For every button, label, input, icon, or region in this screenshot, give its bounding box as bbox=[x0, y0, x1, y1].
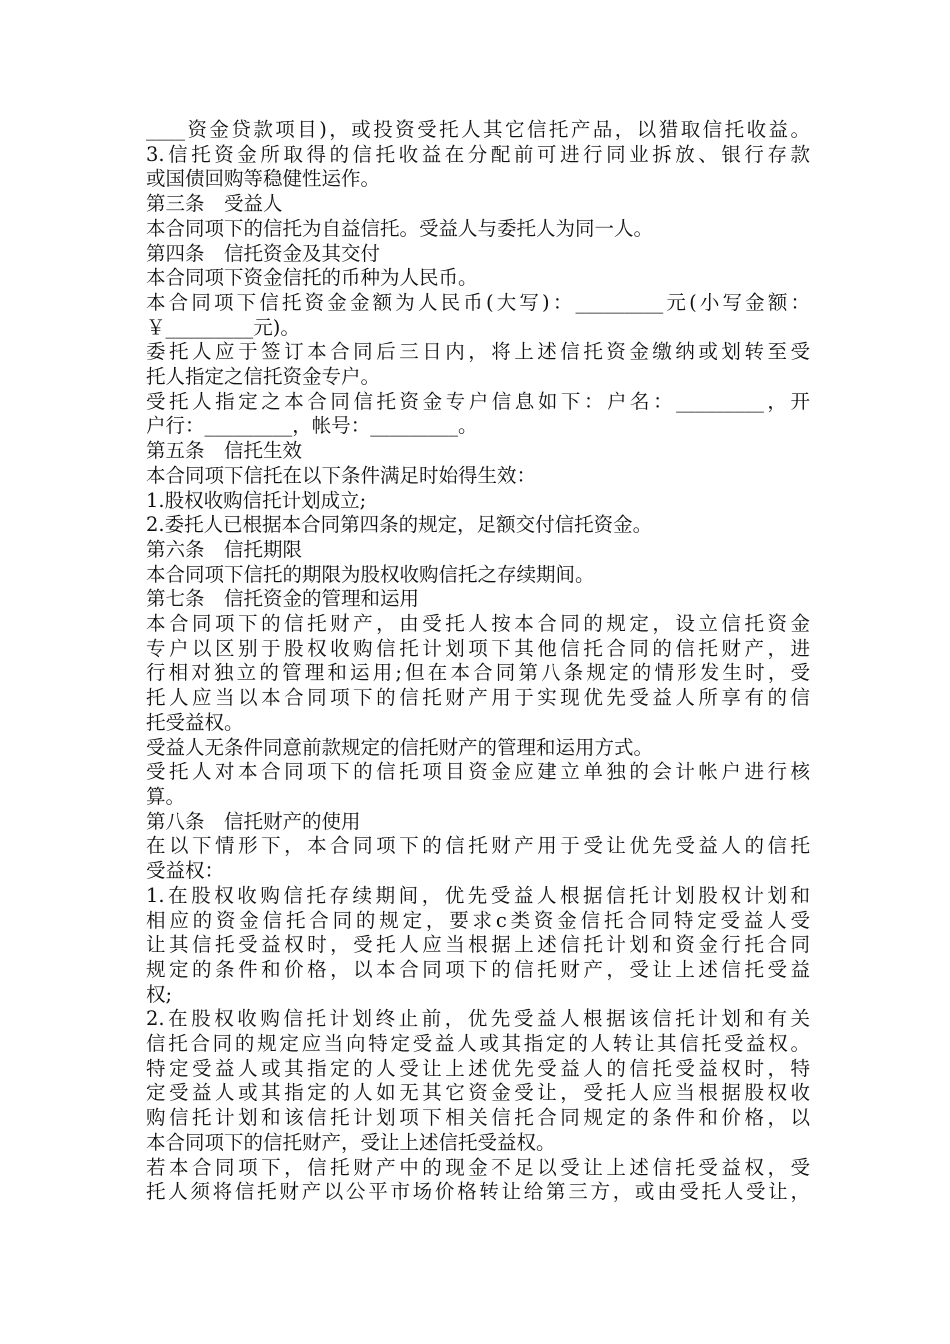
text-line: 本合同项下的信托财产，由受托人按本合同的规定，设立信托资金 bbox=[146, 612, 810, 636]
section-heading: 第四条 信托资金及其交付 bbox=[146, 241, 381, 265]
text-line: ____资金贷款项目)，或投资受托人其它信托产品，以猎取信托收益。 bbox=[146, 118, 810, 141]
text-line: 本合同项下信托在以下条件满足时始得生效： bbox=[146, 463, 537, 487]
text-line: 委托人应于签订本合同后三日内，将上述信托资金缴纳或划转至受 bbox=[146, 340, 810, 364]
section-heading: 第八条 信托财产的使用 bbox=[146, 809, 361, 833]
text-line: 在以下情形下，本合同项下的信托财产用于受让优先受益人的信托 bbox=[146, 834, 810, 858]
text-line: 专户以区别于股权收购信托计划项下其他信托合同的信托财产，进 bbox=[146, 636, 810, 660]
text-line: 本合同项下信托的期限为股权收购信托之存续期间。 bbox=[146, 562, 595, 586]
text-line: 若本合同项下，信托财产中的现金不足以受让上述信托受益权，受 bbox=[146, 1155, 810, 1179]
text-line: 行相对独立的管理和运用;但在本合同第八条规定的情形发生时，受 bbox=[146, 661, 810, 685]
text-line: 3.信托资金所取得的信托收益在分配前可进行同业拆放、银行存款 bbox=[146, 142, 810, 166]
text-line: ￥_________元)。 bbox=[146, 315, 300, 339]
text-line: 本合同项下的信托财产，受让上述信托受益权。 bbox=[146, 1130, 556, 1154]
text-line: 相应的资金信托合同的规定，要求c类资金信托合同特定受益人受 bbox=[146, 908, 810, 932]
text-line: 1.在股权收购信托存续期间，优先受益人根据信托计划股权计划和 bbox=[146, 883, 810, 907]
text-line: 权; bbox=[146, 982, 173, 1006]
text-line: 或国债回购等稳健性运作。 bbox=[146, 167, 381, 191]
text-line: 本合同项下的信托为自益信托。受益人与委托人为同一人。 bbox=[146, 216, 654, 240]
text-line: 托人须将信托财产以公平市场价格转让给第三方，或由受托人受让， bbox=[146, 1180, 810, 1204]
text-line: 定受益人或其指定的人如无其它资金受让，受托人应当根据股权收 bbox=[146, 1081, 810, 1105]
text-line: 信托合同的规定应当向特定受益人或其指定的人转让其信托受益权。 bbox=[146, 1032, 810, 1056]
text-line: 1.股权收购信托计划成立; bbox=[146, 488, 367, 512]
text-line: 受托人对本合同项下的信托项目资金应建立单独的会计帐户进行核 bbox=[146, 760, 810, 784]
text-line: 户行：_________，帐号：_________。 bbox=[146, 414, 478, 438]
text-line: 本合同项下资金信托的币种为人民币。 bbox=[146, 266, 478, 290]
text-line: 让其信托受益权时，受托人应当根据上述信托计划和资金行托合同 bbox=[146, 933, 810, 957]
text-line: 算。 bbox=[146, 784, 186, 808]
text-line: 特定受益人或其指定的人受让上述优先受益人的信托受益权时，特 bbox=[146, 1056, 810, 1080]
section-heading: 第六条 信托期限 bbox=[146, 537, 303, 561]
text-line: 托人应当以本合同项下的信托财产用于实现优先受益人所享有的信 bbox=[146, 686, 810, 710]
text-line: 规定的条件和价格，以本合同项下的信托财产，受让上述信托受益 bbox=[146, 957, 810, 981]
text-line: 购信托计划和该信托计划项下相关信托合同规定的条件和价格，以 bbox=[146, 1106, 810, 1130]
section-heading: 第七条 信托资金的管理和运用 bbox=[146, 587, 420, 611]
text-line: 本合同项下信托资金金额为人民币(大写)：_________元(小写金额： bbox=[146, 290, 810, 314]
text-line: 受益人无条件同意前款规定的信托财产的管理和运用方式。 bbox=[146, 735, 654, 759]
document-page bbox=[146, 118, 810, 1205]
text-line: 托人指定之信托资金专户。 bbox=[146, 365, 381, 389]
section-heading: 第三条 受益人 bbox=[146, 192, 283, 216]
section-heading: 第五条 信托生效 bbox=[146, 439, 303, 463]
text-line: 2.委托人已根据本合同第四条的规定，足额交付信托资金。 bbox=[146, 513, 653, 537]
text-line: 受益权： bbox=[146, 859, 225, 883]
text-line: 托受益权。 bbox=[146, 710, 244, 734]
text-line: 受托人指定之本合同信托资金专户信息如下：户名：_________，开 bbox=[146, 389, 810, 413]
text-line: 2.在股权收购信托计划终止前，优先受益人根据该信托计划和有关 bbox=[146, 1007, 810, 1031]
